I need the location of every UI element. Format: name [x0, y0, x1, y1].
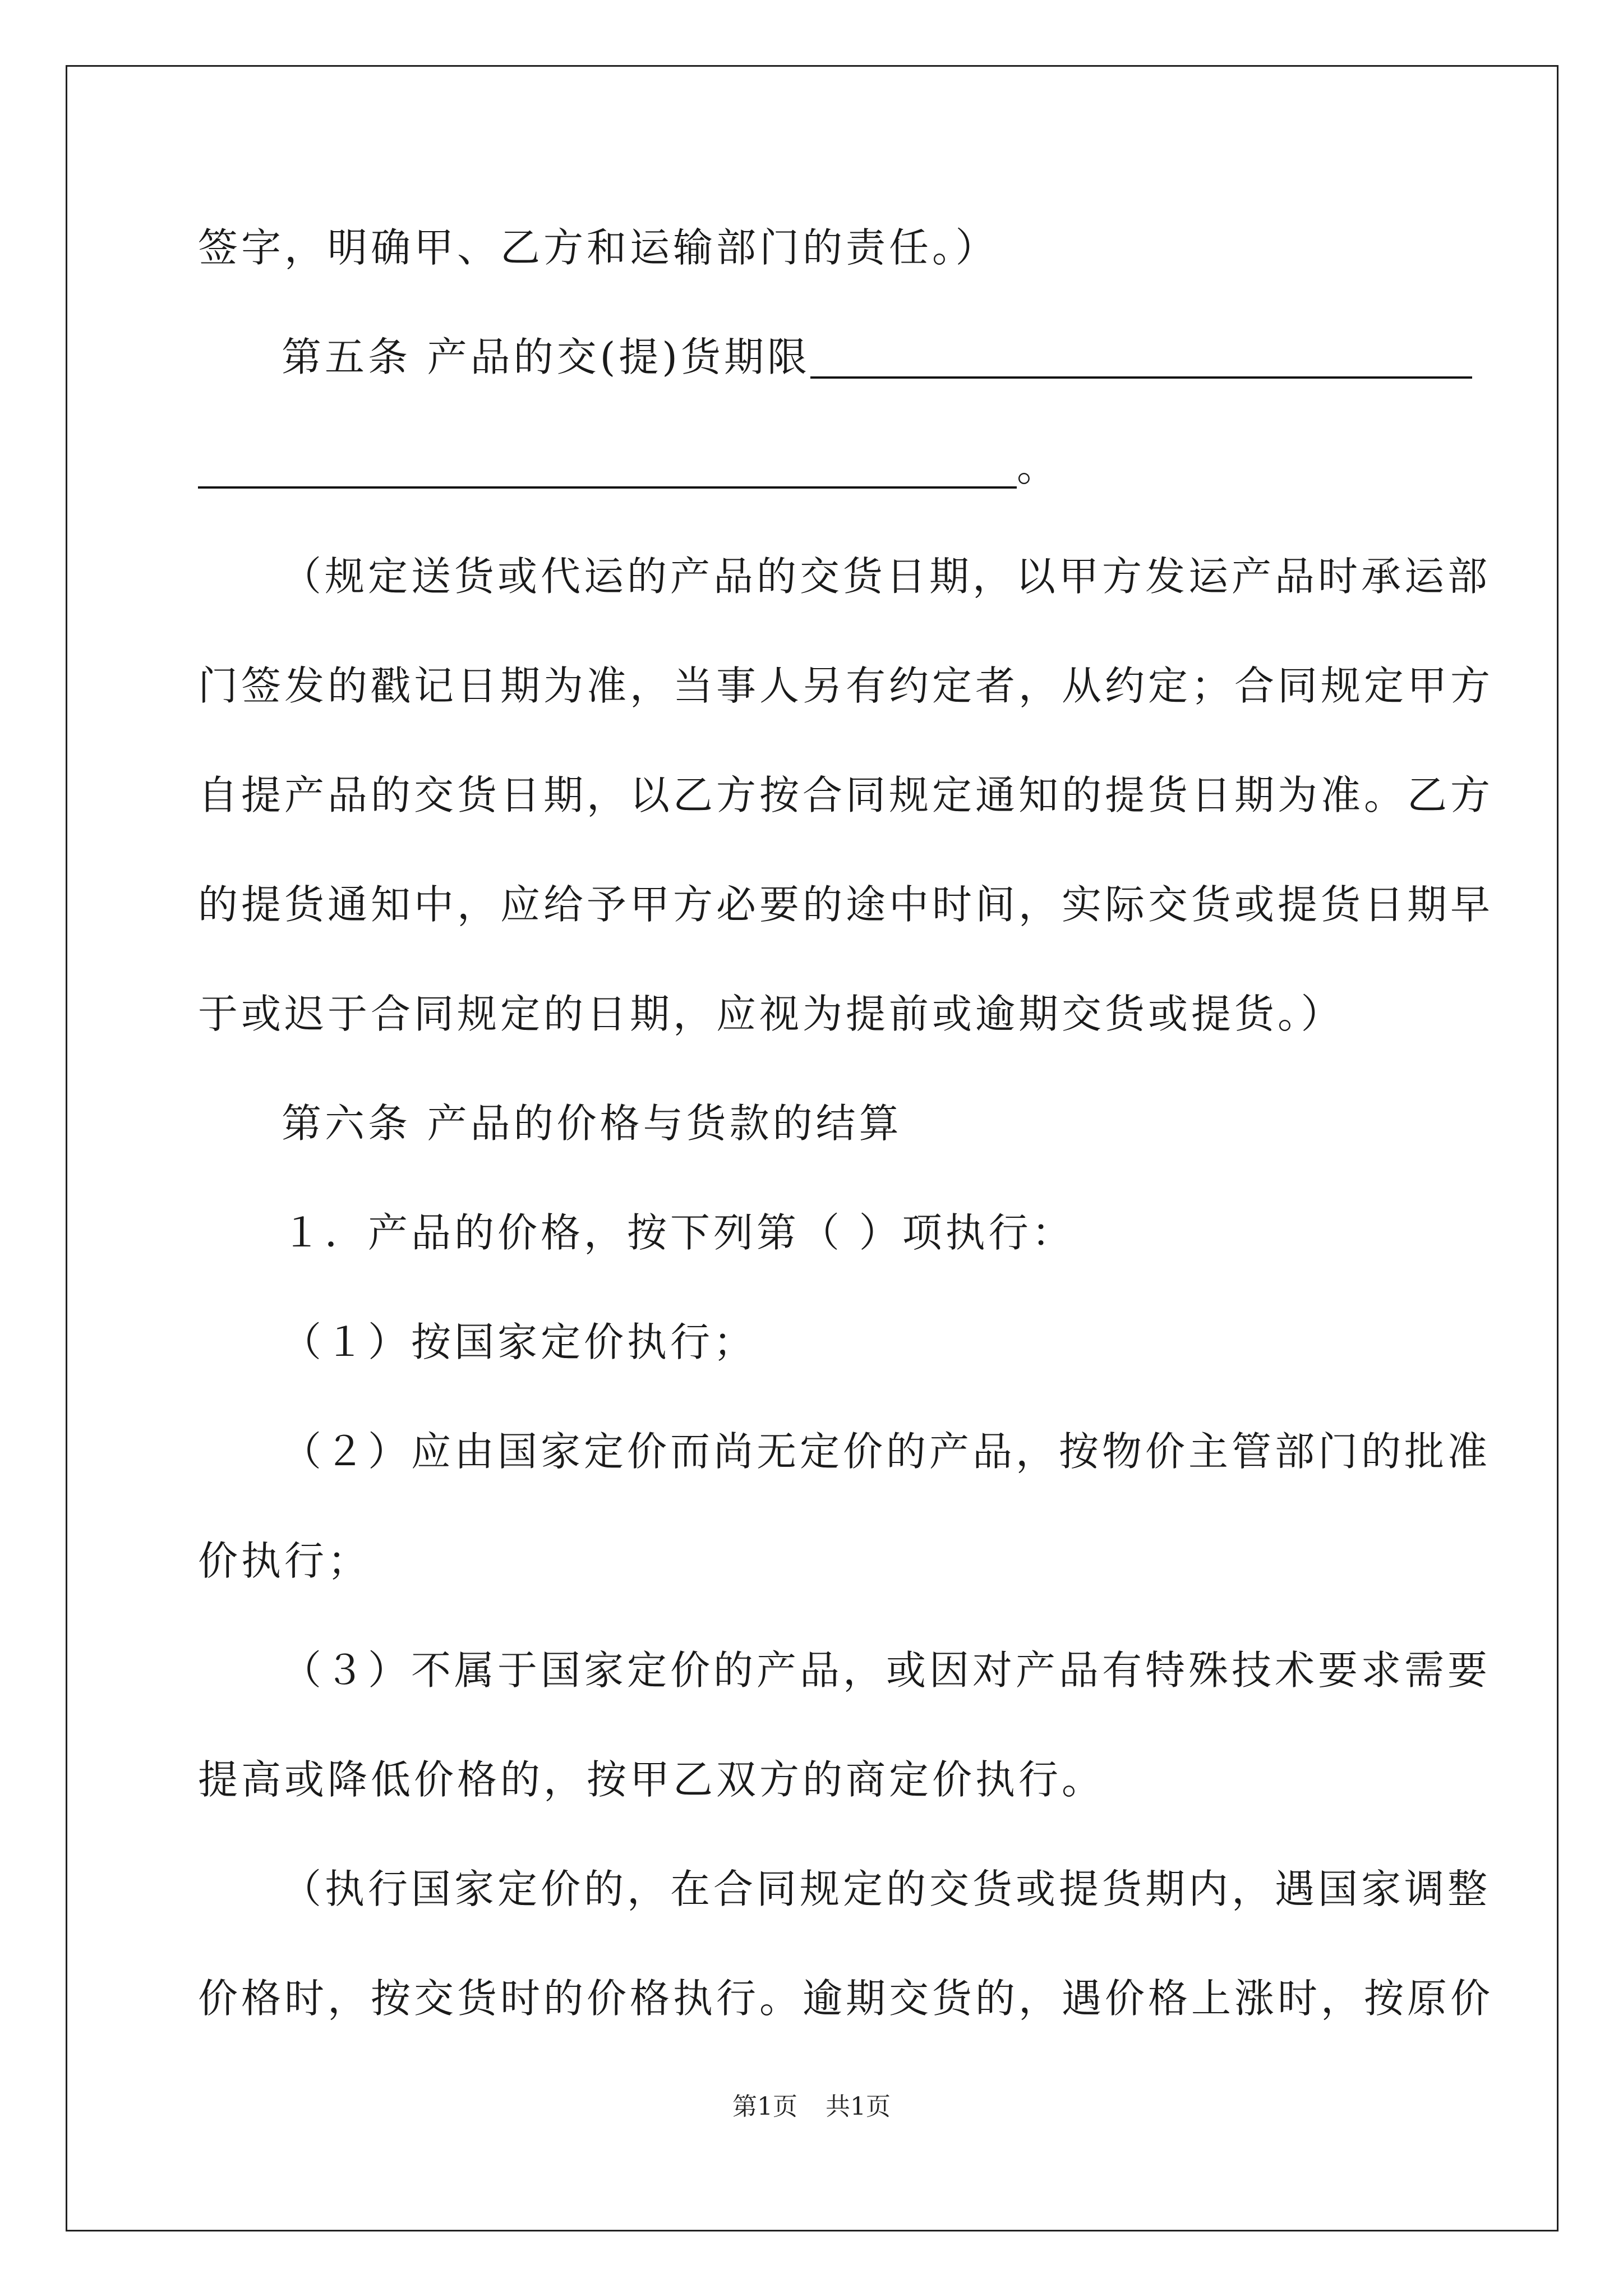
total-pages: 共1页: [826, 2092, 891, 2121]
fill-in-blank-line: [810, 374, 1472, 379]
blank-end-period: 。: [1017, 444, 1061, 490]
text-line-13: 价执行；: [198, 1538, 371, 1584]
article-5-heading-text: 第五条 产品的交(提)货期限: [282, 334, 810, 380]
fill-in-blank-line-continued: [198, 484, 1017, 489]
text-line-15: 提高或降低价格的，按甲乙双方的商定价执行。: [198, 1756, 1105, 1803]
text-line-17: 价格时，按交货时的价格执行。逾期交货的，遇价格上涨时，按原价: [198, 1975, 1494, 2022]
text-line-7: 的提货通知中，应给予甲方必要的途中时间，实际交货或提货日期早: [198, 881, 1494, 928]
text-line-11: （１）按国家定价执行；: [282, 1319, 757, 1365]
text-line-3: [198, 442, 1060, 493]
text-line-14: （３）不属于国家定价的产品，或因对产品有特殊技术要求需要: [282, 1647, 1491, 1694]
text-line-16: （执行国家定价的，在合同规定的交货或提货期内，遇国家调整: [282, 1866, 1491, 1912]
article-6-heading: 第六条 产品的价格与货款的结算: [282, 1100, 902, 1147]
text-line-5: 门签发的戳记日期为准，当事人另有约定者，从约定；合同规定甲方: [198, 662, 1494, 709]
page-footer: [0, 2091, 1623, 2123]
article-5-heading: [282, 332, 1472, 383]
text-line-1: 签字，明确甲、乙方和运输部门的责任。）: [198, 224, 999, 271]
text-line-6: 自提产品的交货日期，以乙方按合同规定通知的提货日期为准。乙方: [198, 772, 1494, 818]
text-line-8: 于或迟于合同规定的日期，应视为提前或逾期交货或提货。）: [198, 991, 1344, 1037]
text-line-12: （２）应由国家定价而尚无定价的产品，按物价主管部门的批准: [282, 1428, 1491, 1475]
text-line-4: （规定送货或代运的产品的交货日期，以甲方发运产品时承运部: [282, 553, 1491, 600]
page-number: 第1页: [732, 2092, 797, 2121]
text-line-10: １．产品的价格，按下列第（ ）项执行：: [282, 1209, 1075, 1256]
